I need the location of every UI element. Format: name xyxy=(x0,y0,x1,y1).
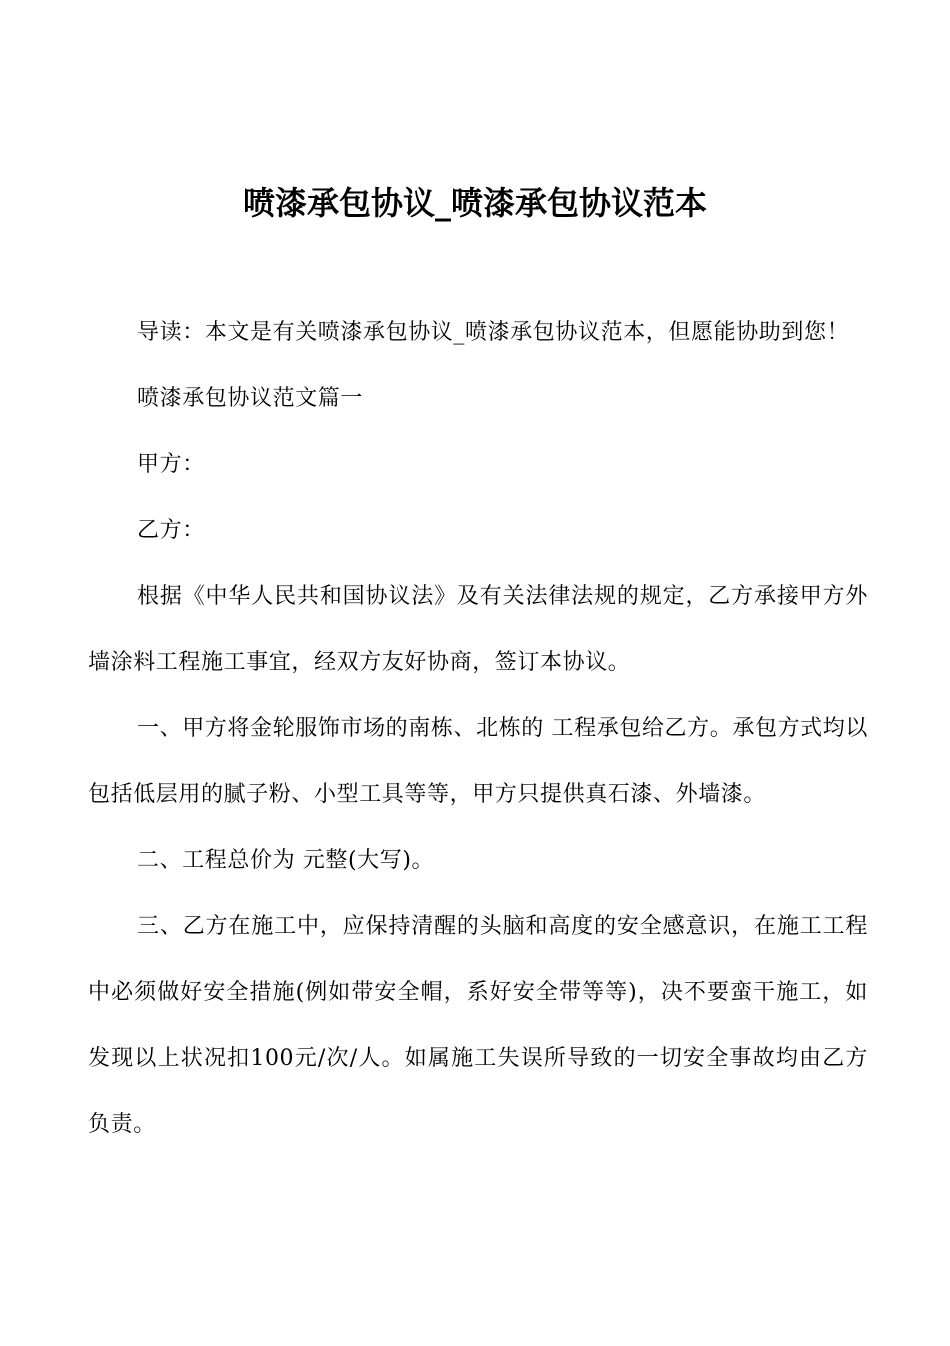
basis-paragraph: 根据《中华人民共和国协议法》及有关法律法规的规定，乙方承接甲方外墙涂料工程施工事宜，经双方友好协商，签订本协议。 xyxy=(88,584,868,675)
clause-2-paragraph: 二、工程总价为 元整(大写)。 xyxy=(137,848,435,873)
clause-3-paragraph: 三、乙方在施工中，应保持清醒的头脑和高度的安全感意识，在施工工程中必须做好安全措施(例如带安全帽，系好安全带等等)，决不要蛮干施工，如发现以上状况扣100元/次/人。如属施工失误所导致的一切安全事故均由乙方负责。 xyxy=(88,914,868,1137)
section-heading: 喷漆承包协议范文篇一 xyxy=(137,386,364,411)
party-a-line: 甲方： xyxy=(137,452,205,477)
intro-paragraph: 导读：本文是有关喷漆承包协议_喷漆承包协议范本，但愿能协助到您！ xyxy=(137,320,850,345)
document-title: 喷漆承包协议_喷漆承包协议范本 xyxy=(242,184,707,223)
party-b-line: 乙方： xyxy=(137,518,205,543)
clause-1-paragraph: 一、甲方将金轮服饰市场的南栋、北栋的 工程承包给乙方。承包方式均以包括低层用的腻子粉、小型工具等等，甲方只提供真石漆、外墙漆。 xyxy=(88,716,868,807)
document-body xyxy=(88,300,868,1158)
